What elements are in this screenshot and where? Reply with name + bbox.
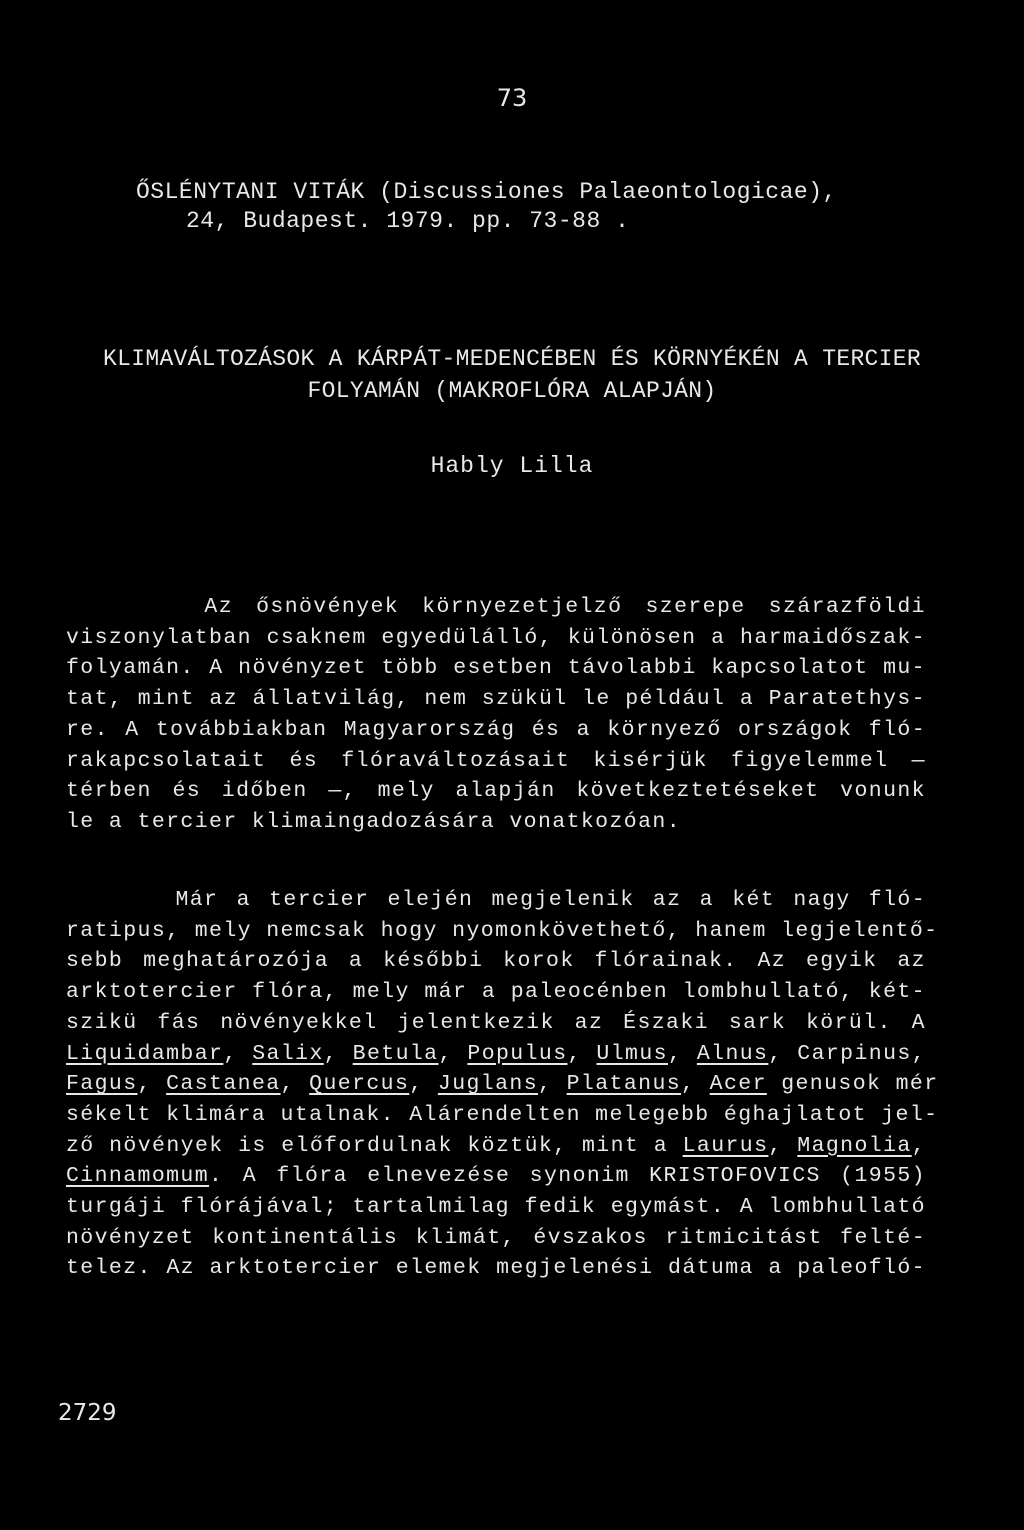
text-fragment: ző növények is előfordulnak köztük, mint a [66, 1133, 669, 1158]
citation-line-2: 24, Budapest. 1979. pp. 73-88 . [186, 208, 630, 234]
genus-name: Juglans [437, 1072, 539, 1097]
text-line: Már a tercier elején megjelenik az a két nagy fló- [66, 888, 926, 912]
text-line: sékelt klimára utalnak. Alárendelten melegebb éghajlatot jel- [66, 1102, 939, 1127]
text-line-cinnamomum [66, 1161, 926, 1192]
genus-name: Platanus [566, 1072, 682, 1097]
text-line-genera-3: ző növények is előfordulnak köztük, mint a Laurus, Magnolia, [66, 1133, 926, 1158]
genus-name: Liquidambar [66, 1041, 224, 1066]
text-line: térben és időben —, mely alapján következtetéseket vonunk [66, 779, 926, 804]
genus-name: Alnus [696, 1041, 769, 1066]
genus-name: Quercus [309, 1072, 410, 1097]
text-line-genera-1: Liquidambar, Salix, Betula, Populus, Ulmus, Alnus, Carpinus, [66, 1041, 926, 1066]
genus-name: Carpinus [797, 1041, 912, 1066]
text-line-genera-2: Fagus, Castanea, Quercus, Juglans, Platanus, Acer genusok mér [66, 1072, 939, 1097]
text-line: sebb meghatározója a későbbi korok flórainak. Az egyik az [66, 949, 926, 974]
genus-name: Castanea [166, 1072, 281, 1097]
genus-name: Laurus [682, 1133, 769, 1158]
text-line: viszonylatban csaknem egyedülálló, különösen a harmaidőszak- [66, 625, 926, 650]
genus-name: Acer [709, 1072, 767, 1097]
text-line: telez. Az arktotercier elemek megjelenési dátuma a paleofló- [66, 1256, 926, 1281]
text-line: rakapcsolatait és flóraváltozásait kisérjük figyelemmel — [66, 748, 926, 773]
text-fragment: . A flóra elnevezése synonim KRISTOFOVICS (1955) [209, 1164, 926, 1189]
text-line: növényzet kontinentális klimát, évszakos ritmicitást felté- [66, 1225, 926, 1250]
page-number: 73 [496, 84, 528, 112]
text-line: re. A továbbiakban Magyarország és a környező országok fló- [66, 717, 926, 742]
footer-code: 2729 [58, 1400, 117, 1426]
text-line: tat, mint az állatvilág, nem szükül le például a Paratethys- [66, 687, 926, 712]
text-line: le a tercier klimaingadozására vonatkozóan. [66, 809, 681, 834]
genus-name: Fagus [66, 1072, 138, 1097]
title-line-1: KLIMAVÁLTOZÁSOK A KÁRPÁT-MEDENCÉBEN ÉS KÖRNYÉKÉN A TERCIER [103, 346, 921, 372]
title-line-2: FOLYAMÁN (MAKROFLÓRA ALAPJÁN) [307, 378, 717, 404]
author-name: Hably Lilla [430, 453, 594, 479]
text-fragment: genusok mér [781, 1072, 939, 1097]
genus-name: Betula [352, 1041, 439, 1066]
journal-citation [136, 178, 837, 236]
text-line: arktotercier flóra, mely már a paleocénben lombhullató, két- [66, 980, 926, 1005]
text-line: ratipus, mely nemcsak hogy nyomonkövethető, hanem legjelentő- [66, 918, 939, 943]
text-line: turgáji flórájával; tartalmilag fedik egymást. A lombhullató [66, 1195, 926, 1220]
genus-name: Magnolia [797, 1133, 912, 1158]
citation-line-1: ŐSLÉNYTANI VITÁK (Discussiones Palaeontologicae), [136, 179, 837, 205]
text-line: folyamán. A növényzet több esetben távolabbi kapcsolatot mu- [66, 656, 926, 681]
paragraph-1 [66, 592, 926, 838]
genus-name: Populus [467, 1041, 568, 1066]
article-title [0, 343, 1024, 407]
genus-name: Cinnamomum [66, 1164, 210, 1189]
genus-name: Salix [252, 1041, 324, 1066]
text-line: Az ősnövények környezetjelző szerepe szárazföldi [66, 595, 926, 619]
paragraph-2 [66, 885, 939, 1284]
text-line: szikü fás növényekkel jelentkezik az Északi sark körül. A [66, 1010, 926, 1035]
genus-name: Ulmus [596, 1041, 668, 1066]
